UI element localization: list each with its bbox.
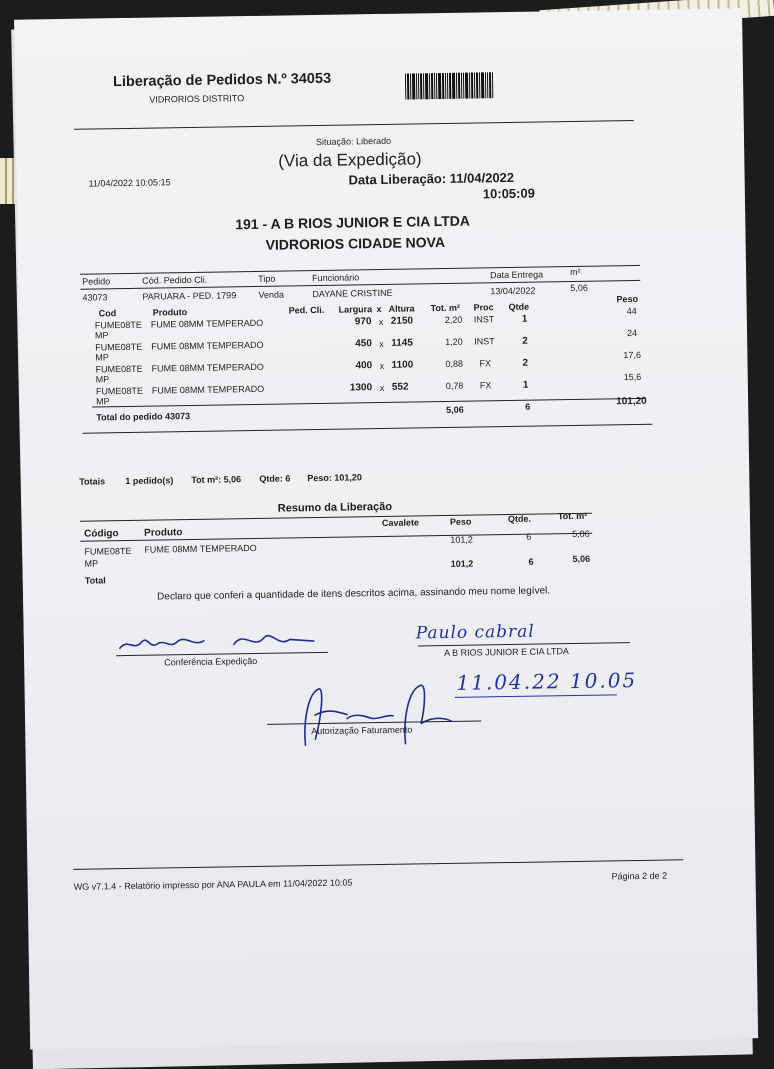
resumo-row-codigo: FUME08TE [84,545,132,557]
value-cod-cli: PARUARA - PED. 1799 [142,290,237,302]
client-name: 191 - A B RIOS JUNIOR E CIA LTDA [235,212,471,233]
item-proc: INST [473,314,495,325]
label-m2: m² [569,266,581,278]
label-funcionario: Funcionário [312,272,360,284]
totals-pedidos: 1 pedido(s) [125,475,174,487]
item-tot-m2: 0,78 [445,380,464,391]
col-cod: Cod [98,308,117,319]
item-produto: FUME 08MM TEMPERADO [151,361,264,374]
resumo-col-qtde: Qtde. [507,513,532,525]
declaration: Declaro que conferi a quantidade de itens descritos acima, assinando meu nome legível. [157,585,551,603]
col-proc: Proc [473,302,494,313]
col-altura: Altura [388,303,415,314]
item-qtde: 2 [522,335,528,347]
item-largura: 1300 [349,382,373,394]
label-data-entrega: Data Entrega [490,269,544,281]
item-tot-m2: 0,88 [445,358,464,369]
item-largura: 450 [355,338,372,350]
value-data-entrega: 13/04/2022 [490,285,536,297]
resumo-col-peso: Peso [449,516,472,527]
order-total-m2: 5,06 [446,404,464,415]
resumo-total-tot-m2: 5,06 [572,553,591,565]
header-divider [74,120,634,130]
item-tot-m2: 2,20 [444,314,463,325]
data-liberacao: Data Liberação: 11/04/2022 [348,169,515,188]
handwritten-date: 11.04.22 10.05 [456,668,638,695]
item-qtde: 1 [521,313,528,325]
item-cod: FUME08TE [94,319,142,331]
label-tipo: Tipo [258,273,276,284]
resumo-total-qtde: 6 [528,556,534,567]
col-largura: Largura [338,304,373,315]
totals-qtde: Qtde: 6 [259,473,291,484]
item-cod: FUME08TE [95,341,143,353]
client-label: A B RIOS JUNIOR E CIA LTDA [443,646,569,659]
item-x: x [378,316,384,328]
item-cod: FUME08TE [95,363,143,375]
item-x: x [379,360,385,372]
item-tot-m2: 1,20 [445,336,463,347]
resumo-row-tot-m2: 5,06 [572,528,590,540]
order-bottom-divider [83,424,653,434]
item-x: x [379,338,384,350]
company-name: VIDRORIOS DISTRITO [149,93,245,105]
item-qtde: 2 [522,357,529,369]
value-pedido: 43073 [82,292,108,303]
barcode [405,72,511,100]
signature-autorizacao [274,677,455,756]
situacao: Situação: Liberado [315,135,392,147]
item-proc: FX [479,380,492,391]
document-title: Liberação de Pedidos N.º 34053 [112,70,332,91]
totals-peso: Peso: 101,20 [307,472,362,484]
item-peso: 44 [626,305,637,317]
item-largura: 400 [355,360,373,372]
print-timestamp: 11/04/2022 10:05:15 [88,177,171,189]
col-x: x [376,303,382,315]
item-peso: 24 [626,327,638,339]
item-cod-suffix: MP [95,396,110,407]
value-tipo: Venda [258,289,285,300]
col-qtde: Qtde [508,301,530,312]
value-m2: 5,06 [570,282,588,294]
autorizacao-label: Autorização Faturamento [311,724,413,737]
resumo-col-codigo: Código [84,528,119,540]
col-tot-m2: Tot. m² [430,302,461,314]
item-largura: 970 [354,316,372,328]
resumo-row-qtde: 6 [526,531,532,542]
order-total-divider [92,395,647,408]
totals-label: Totais [79,476,106,487]
date-underline [455,694,617,698]
order-total-peso: 101,20 [616,395,647,408]
item-cod-suffix: MP [94,330,109,341]
order-total-qtde: 6 [525,401,531,412]
item-proc: INST [474,336,495,347]
item-cod-suffix: MP [95,374,110,385]
totals-m2: Tot m²: 5,06 [191,474,242,485]
resumo-row-peso: 101,2 [450,534,473,545]
item-qtde: 1 [522,379,529,391]
document-page [14,8,758,1049]
resumo-col-cavalete: Cavalete [381,517,420,528]
resumo-total-label: Total [84,575,106,586]
item-peso: 15,6 [623,371,642,383]
item-altura: 2150 [390,315,414,327]
col-peso: Peso [616,293,639,305]
resumo-total-peso: 101,2 [450,558,474,569]
resumo-col-produto: Produto [144,527,183,539]
via: (Via da Expedição) [278,149,422,171]
item-produto: FUME 08MM TEMPERADO [151,383,265,396]
item-cod-suffix: MP [95,352,109,363]
footer-divider [73,859,683,870]
resumo-row-produto: FUME 08MM TEMPERADO [144,542,257,555]
item-produto: FUME 08MM TEMPERADO [151,339,264,352]
signature-client: Paulo cabral [415,621,535,644]
label-cod-cli: Cód. Pedido Cli. [142,274,208,286]
resumo-title: Resumo da Liberação [277,500,393,515]
resumo-row-codigo-suffix: MP [84,558,99,569]
resumo-col-tot-m2: Tot. m² [557,510,588,522]
client-store: VIDRORIOS CIDADE NOVA [265,233,446,253]
col-ped-cli: Ped. Cli. [288,304,325,316]
item-produto: FUME 08MM TEMPERADO [150,317,264,330]
page-number: Página 2 de 2 [611,870,668,882]
item-x: x [379,382,385,394]
value-funcionario: DAYANE CRISTINE [312,287,393,300]
conferencia-label: Conferência Expedição [164,655,258,668]
order-total-label: Total do pedido 43073 [96,411,191,423]
item-altura: 1100 [391,359,414,371]
item-proc: FX [479,358,492,369]
hora-liberacao: 10:05:09 [482,185,535,202]
col-produto: Produto [152,307,188,318]
label-pedido: Pedido [82,276,111,287]
item-cod: FUME08TE [95,385,143,397]
item-peso: 17,6 [623,349,641,361]
item-altura: 1145 [391,337,413,349]
footer-print-info: WG v7.1.4 - Relatório impresso por ANA PAULA em 11/04/2022 10:05 [73,877,353,892]
item-altura: 552 [391,381,409,393]
